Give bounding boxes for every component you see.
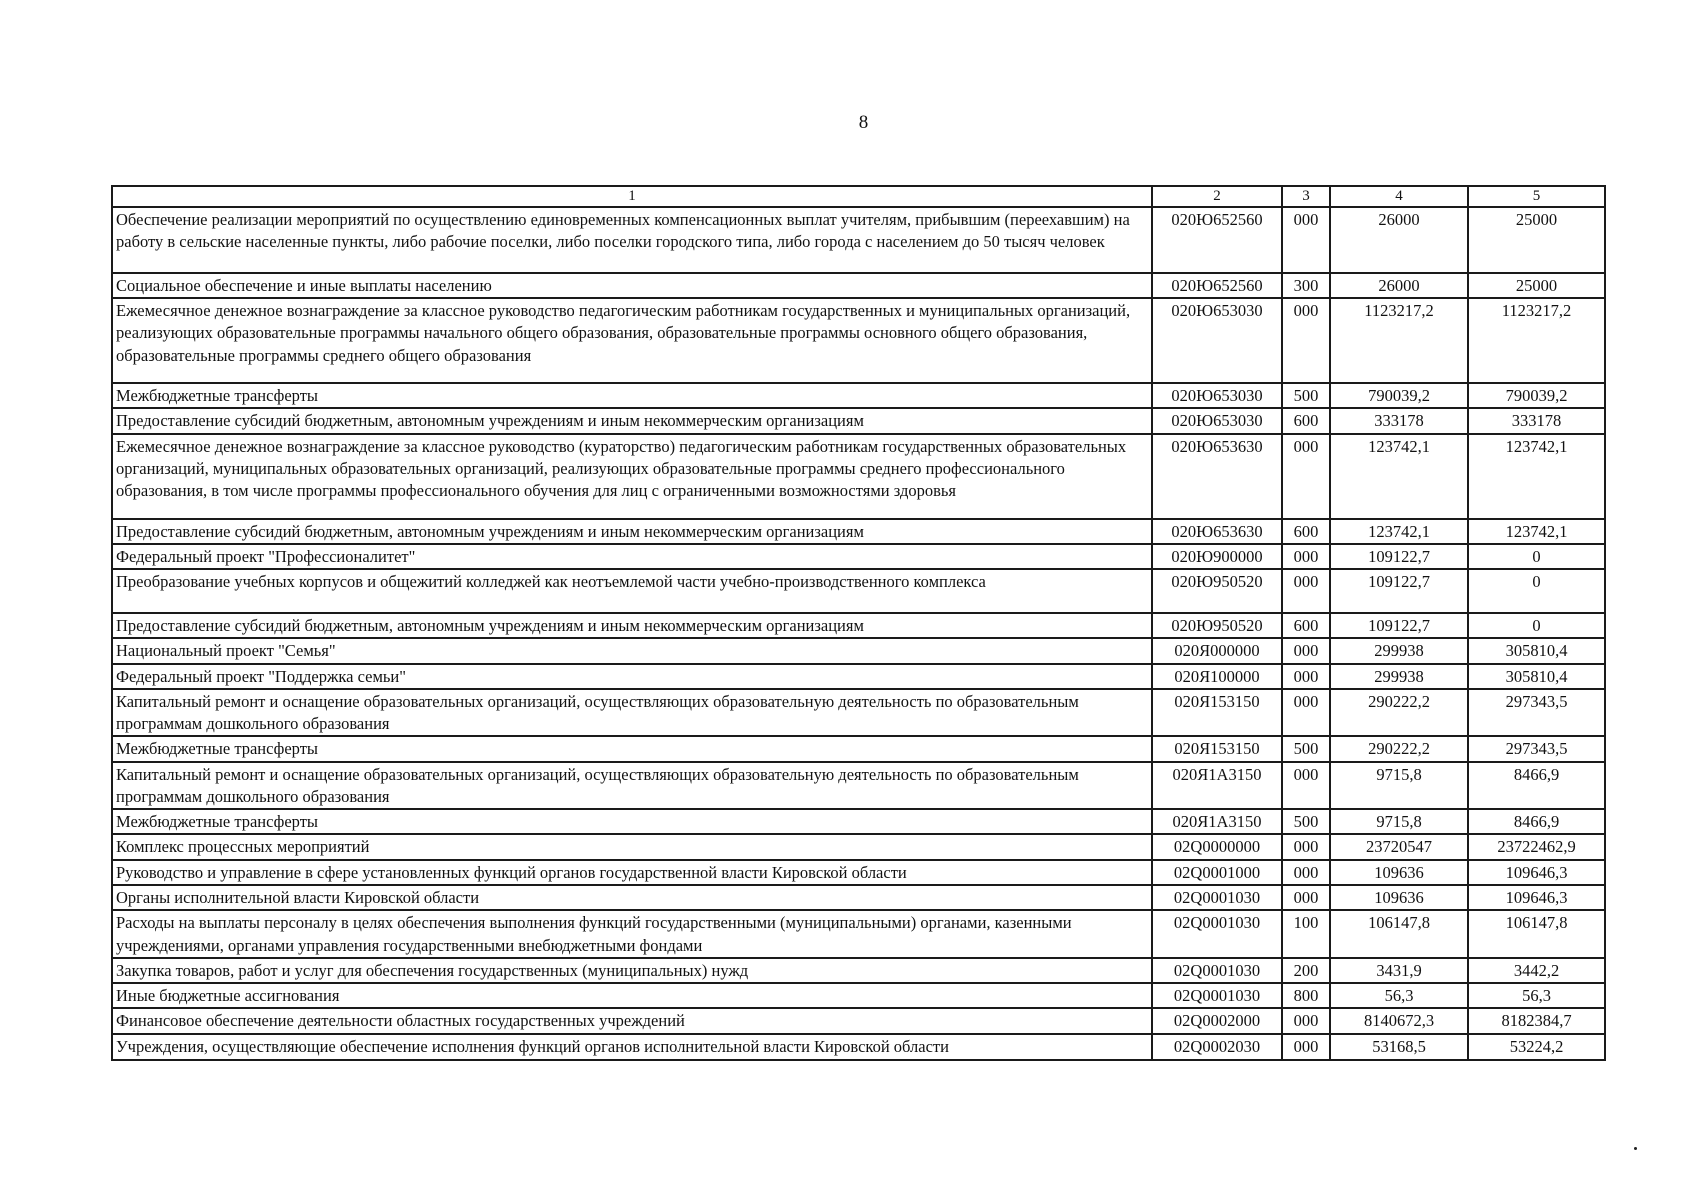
table-row (112, 762, 1605, 810)
row-value-col4: 9715,8 (1330, 809, 1468, 834)
row-code: 020Я153150 (1152, 736, 1282, 761)
row-name: Предоставление субсидий бюджетным, автономным учреждениям и иным некоммерческим организациям (112, 519, 1152, 544)
row-code: 02Q0001030 (1152, 910, 1282, 958)
row-name: Федеральный проект "Поддержка семьи" (112, 664, 1152, 689)
row-name: Закупка товаров, работ и услуг для обеспечения государственных (муниципальных) нужд (112, 958, 1152, 983)
row-expense-type: 000 (1282, 1008, 1330, 1033)
table-row (112, 736, 1605, 761)
row-name: Межбюджетные трансферты (112, 736, 1152, 761)
row-code: 020Ю652560 (1152, 273, 1282, 298)
row-code: 02Q0002030 (1152, 1034, 1282, 1060)
table-header (112, 186, 1605, 207)
row-code: 020Ю950520 (1152, 569, 1282, 613)
table-row (112, 638, 1605, 663)
row-expense-type: 000 (1282, 434, 1330, 519)
row-expense-type: 000 (1282, 298, 1330, 383)
row-value-col4: 109122,7 (1330, 569, 1468, 613)
row-name: Капитальный ремонт и оснащение образовательных организаций, осуществляющих образовательную деятельность по образовательным программам дошкольного образования (112, 689, 1152, 737)
row-name: Федеральный проект "Профессионалитет" (112, 544, 1152, 569)
row-value-col5: 8466,9 (1468, 762, 1605, 810)
row-name: Национальный проект "Семья" (112, 638, 1152, 663)
table-row (112, 519, 1605, 544)
header-row (112, 186, 1605, 207)
row-value-col5: 297343,5 (1468, 736, 1605, 761)
row-code: 020Ю653630 (1152, 434, 1282, 519)
row-name: Расходы на выплаты персоналу в целях обеспечения выполнения функций государственными (муниципальными) органами, казенными учреждениями, органами управления государственными внебюджетными фондами (112, 910, 1152, 958)
row-name: Преобразование учебных корпусов и общежитий колледжей как неотъемлемой части учебно-производственного комплекса (112, 569, 1152, 613)
row-value-col5: 305810,4 (1468, 638, 1605, 663)
row-name: Ежемесячное денежное вознаграждение за классное руководство педагогическим работникам государственных и муниципальных организаций, реализующих образовательные программы начального общего образования, образовательные программы основного общего образования, образовательные программы среднего общего образования (112, 298, 1152, 383)
header-col-1: 1 (112, 186, 1152, 207)
row-code: 020Ю653030 (1152, 298, 1282, 383)
row-value-col4: 3431,9 (1330, 958, 1468, 983)
row-expense-type: 000 (1282, 569, 1330, 613)
row-expense-type: 000 (1282, 207, 1330, 273)
row-expense-type: 000 (1282, 762, 1330, 810)
row-name: Ежемесячное денежное вознаграждение за классное руководство (кураторство) педагогическим работникам государственных образовательных организаций, муниципальных образовательных организаций, реализующих образовательные программы среднего профессионального образования, в том числе программы профессионального обучения для лиц с ограниченными возможностями здоровья (112, 434, 1152, 519)
table-row (112, 910, 1605, 958)
row-value-col4: 8140672,3 (1330, 1008, 1468, 1033)
row-value-col4: 333178 (1330, 408, 1468, 433)
row-code: 02Q0001000 (1152, 860, 1282, 885)
scan-dot (1634, 1147, 1637, 1150)
row-expense-type: 600 (1282, 613, 1330, 638)
row-value-col4: 109636 (1330, 860, 1468, 885)
row-value-col4: 109122,7 (1330, 544, 1468, 569)
row-expense-type: 600 (1282, 408, 1330, 433)
row-value-col4: 290222,2 (1330, 689, 1468, 737)
table-row (112, 273, 1605, 298)
table-row (112, 689, 1605, 737)
table-row (112, 408, 1605, 433)
row-value-col5: 56,3 (1468, 983, 1605, 1008)
row-expense-type: 000 (1282, 664, 1330, 689)
table-row (112, 1008, 1605, 1033)
row-value-col5: 8182384,7 (1468, 1008, 1605, 1033)
row-value-col4: 23720547 (1330, 834, 1468, 859)
row-value-col4: 109636 (1330, 885, 1468, 910)
table-row (112, 434, 1605, 519)
row-code: 020Я153150 (1152, 689, 1282, 737)
row-expense-type: 000 (1282, 638, 1330, 663)
row-code: 020Ю653030 (1152, 383, 1282, 408)
row-value-col5: 8466,9 (1468, 809, 1605, 834)
table-row (112, 834, 1605, 859)
row-code: 02Q0001030 (1152, 958, 1282, 983)
row-code: 020Ю652560 (1152, 207, 1282, 273)
table-row (112, 207, 1605, 273)
row-value-col5: 0 (1468, 544, 1605, 569)
row-code: 020Ю900000 (1152, 544, 1282, 569)
table-row (112, 544, 1605, 569)
row-name: Социальное обеспечение и иные выплаты населению (112, 273, 1152, 298)
row-code: 020Я1А3150 (1152, 809, 1282, 834)
row-code: 020Ю653030 (1152, 408, 1282, 433)
row-code: 020Я1А3150 (1152, 762, 1282, 810)
table-row (112, 569, 1605, 613)
row-code: 020Ю950520 (1152, 613, 1282, 638)
row-value-col5: 3442,2 (1468, 958, 1605, 983)
row-name: Обеспечение реализации мероприятий по осуществлению единовременных компенсационных выплат учителям, прибывшим (переехавшим) на работу в сельские населенные пункты, либо рабочие поселки, либо поселки городского типа, либо города с населением до 50 тысяч человек (112, 207, 1152, 273)
row-value-col5: 297343,5 (1468, 689, 1605, 737)
table-row (112, 860, 1605, 885)
table-row (112, 664, 1605, 689)
row-value-col4: 790039,2 (1330, 383, 1468, 408)
row-value-col5: 123742,1 (1468, 519, 1605, 544)
row-value-col5: 109646,3 (1468, 885, 1605, 910)
row-expense-type: 300 (1282, 273, 1330, 298)
table-row (112, 983, 1605, 1008)
header-col-2: 2 (1152, 186, 1282, 207)
row-name: Комплекс процессных мероприятий (112, 834, 1152, 859)
row-expense-type: 000 (1282, 544, 1330, 569)
row-expense-type: 500 (1282, 736, 1330, 761)
row-expense-type: 000 (1282, 885, 1330, 910)
row-code: 02Q0002000 (1152, 1008, 1282, 1033)
budget-table (111, 185, 1606, 1061)
table-row (112, 958, 1605, 983)
row-expense-type: 200 (1282, 958, 1330, 983)
row-value-col4: 26000 (1330, 207, 1468, 273)
row-value-col5: 23722462,9 (1468, 834, 1605, 859)
row-name: Органы исполнительной власти Кировской области (112, 885, 1152, 910)
row-code: 020Ю653630 (1152, 519, 1282, 544)
row-value-col4: 123742,1 (1330, 519, 1468, 544)
row-value-col4: 299938 (1330, 664, 1468, 689)
row-code: 020Я100000 (1152, 664, 1282, 689)
row-value-col5: 109646,3 (1468, 860, 1605, 885)
row-name: Межбюджетные трансферты (112, 809, 1152, 834)
row-value-col4: 123742,1 (1330, 434, 1468, 519)
header-col-3: 3 (1282, 186, 1330, 207)
row-value-col4: 109122,7 (1330, 613, 1468, 638)
row-name: Капитальный ремонт и оснащение образовательных организаций, осуществляющих образовательную деятельность по образовательным программам дошкольного образования (112, 762, 1152, 810)
row-code: 02Q0001030 (1152, 885, 1282, 910)
row-value-col4: 26000 (1330, 273, 1468, 298)
row-value-col5: 123742,1 (1468, 434, 1605, 519)
row-value-col5: 25000 (1468, 207, 1605, 273)
row-value-col5: 0 (1468, 613, 1605, 638)
row-expense-type: 100 (1282, 910, 1330, 958)
row-expense-type: 000 (1282, 1034, 1330, 1060)
row-code: 02Q0001030 (1152, 983, 1282, 1008)
page-number: 8 (858, 112, 869, 133)
row-name: Межбюджетные трансферты (112, 383, 1152, 408)
table-row (112, 809, 1605, 834)
row-expense-type: 500 (1282, 383, 1330, 408)
row-name: Учреждения, осуществляющие обеспечение исполнения функций органов исполнительной власти Кировской области (112, 1034, 1152, 1060)
row-value-col5: 1123217,2 (1468, 298, 1605, 383)
table-row (112, 298, 1605, 383)
row-value-col4: 290222,2 (1330, 736, 1468, 761)
row-name: Предоставление субсидий бюджетным, автономным учреждениям и иным некоммерческим организациям (112, 408, 1152, 433)
row-name: Предоставление субсидий бюджетным, автономным учреждениям и иным некоммерческим организациям (112, 613, 1152, 638)
row-expense-type: 000 (1282, 834, 1330, 859)
row-value-col5: 106147,8 (1468, 910, 1605, 958)
table-row (112, 1034, 1605, 1060)
row-value-col5: 25000 (1468, 273, 1605, 298)
row-expense-type: 000 (1282, 860, 1330, 885)
row-value-col4: 106147,8 (1330, 910, 1468, 958)
header-col-5: 5 (1468, 186, 1605, 207)
row-value-col5: 333178 (1468, 408, 1605, 433)
row-code: 020Я000000 (1152, 638, 1282, 663)
row-expense-type: 600 (1282, 519, 1330, 544)
row-value-col4: 56,3 (1330, 983, 1468, 1008)
table-body (112, 207, 1605, 1060)
row-code: 02Q0000000 (1152, 834, 1282, 859)
row-expense-type: 000 (1282, 689, 1330, 737)
table-row (112, 613, 1605, 638)
table-row (112, 383, 1605, 408)
row-value-col4: 53168,5 (1330, 1034, 1468, 1060)
row-value-col5: 305810,4 (1468, 664, 1605, 689)
row-value-col4: 299938 (1330, 638, 1468, 663)
row-value-col4: 1123217,2 (1330, 298, 1468, 383)
table-row (112, 885, 1605, 910)
row-name: Финансовое обеспечение деятельности областных государственных учреждений (112, 1008, 1152, 1033)
row-value-col4: 9715,8 (1330, 762, 1468, 810)
row-value-col5: 790039,2 (1468, 383, 1605, 408)
row-expense-type: 800 (1282, 983, 1330, 1008)
row-expense-type: 500 (1282, 809, 1330, 834)
header-col-4: 4 (1330, 186, 1468, 207)
row-value-col5: 0 (1468, 569, 1605, 613)
row-name: Руководство и управление в сфере установленных функций органов государственной власти Кировской области (112, 860, 1152, 885)
row-value-col5: 53224,2 (1468, 1034, 1605, 1060)
row-name: Иные бюджетные ассигнования (112, 983, 1152, 1008)
